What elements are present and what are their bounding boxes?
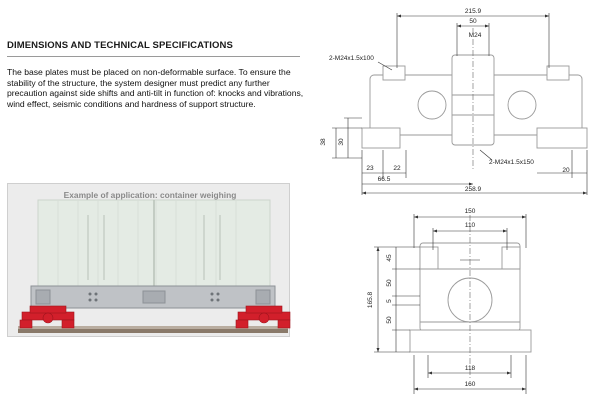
dim-thread-top: M24 [468, 32, 482, 39]
dim-overall-bottom: 258.9 [464, 186, 482, 193]
dim-side-h-50a: 50 [386, 279, 393, 287]
dim-side-bottom-118: 118 [464, 365, 476, 372]
dim-side-total-height: 165.8 [367, 291, 374, 309]
dim-side-bottom-160: 160 [464, 381, 476, 388]
dim-bolt-left: 2-M24x1.5x100 [329, 55, 374, 62]
dim-side-top-150: 150 [464, 208, 476, 215]
dim-foot-22: 22 [393, 165, 401, 172]
dim-side-h-45: 45 [386, 254, 393, 262]
spec-paragraph: The base plates must be placed on non-deformable surface. To ensure the stability of the structure, the system designer must predict any further precaution against side shifts and anti-tilt in function of: knocks and vibrations, wind effect, seismic conditions and hardness of support structure. [7, 67, 304, 109]
section-title: DIMENSIONS AND TECHNICAL SPECIFICATIONS [7, 40, 233, 51]
application-caption: Example of application: container weighing [63, 190, 237, 200]
dim-foot-23: 23 [366, 165, 374, 172]
dim-height-38: 38 [320, 138, 327, 146]
dim-foot-20: 20 [562, 167, 570, 174]
dim-side-h-50b: 50 [386, 316, 393, 324]
dim-offset-66-5: 66.5 [377, 176, 391, 183]
dim-bolt-right: 2-M24x1.5x150 [489, 159, 534, 166]
dim-side-h-5: 5 [386, 299, 393, 303]
dim-side-top-110: 110 [464, 222, 476, 229]
dim-overall-top: 215.9 [464, 8, 482, 15]
dim-center-width: 50 [469, 18, 477, 25]
dim-height-30: 30 [338, 138, 345, 146]
